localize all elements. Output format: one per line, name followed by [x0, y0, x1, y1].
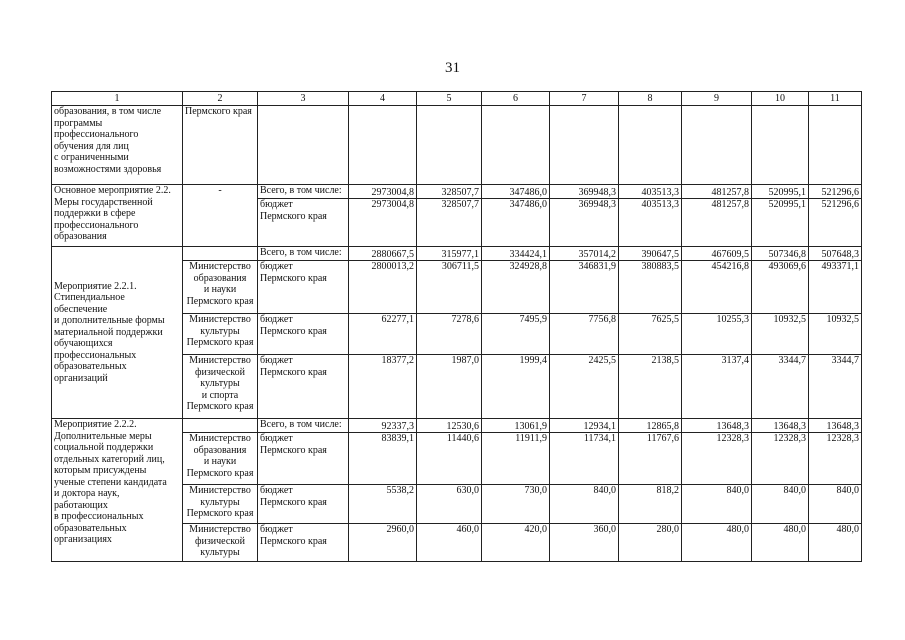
value-cell: 12934,1 [550, 419, 619, 433]
value-cell: 2960,0 [349, 524, 417, 562]
value-cell: 2800013,2 [349, 261, 417, 314]
measure-name: Мероприятие 2.2.1. Стипендиальное обеспечение и дополнительные формы материальной поддержки обучающихся профессиональных образовательных организаций [52, 247, 183, 419]
executor: Министерство культуры Пермского края [183, 485, 258, 524]
value-cell: 840,0 [550, 485, 619, 524]
value-cell: 92337,3 [349, 419, 417, 433]
value-cell: 315977,1 [417, 247, 482, 261]
executor: Министерство образования и науки Пермского края [183, 433, 258, 485]
column-number-row [52, 92, 862, 106]
value-cell: 13648,3 [682, 419, 752, 433]
value-cell: 480,0 [752, 524, 809, 562]
value-cell: 83839,1 [349, 433, 417, 485]
col-header: 1 [52, 92, 183, 106]
funding-source: бюджет Пермского края [258, 199, 349, 247]
value-cell: 10932,5 [809, 314, 862, 355]
value-cell: 324928,8 [482, 261, 550, 314]
col-header: 4 [349, 92, 417, 106]
value-cell: 480,0 [682, 524, 752, 562]
table-row [52, 419, 862, 433]
total-label: Всего, в том числе: [258, 185, 349, 199]
value-cell: 346831,9 [550, 261, 619, 314]
value-cell: 62277,1 [349, 314, 417, 355]
value-cell: 12328,3 [809, 433, 862, 485]
funding-source: бюджет Пермского края [258, 355, 349, 419]
value-cell: 5538,2 [349, 485, 417, 524]
value-cell: 390647,5 [619, 247, 682, 261]
value-cell: 520995,1 [752, 199, 809, 247]
value-cell: 369948,3 [550, 185, 619, 199]
value-cell: 403513,3 [619, 199, 682, 247]
value-cell: 507648,3 [809, 247, 862, 261]
value-cell: 18377,2 [349, 355, 417, 419]
executor: - [183, 185, 258, 247]
value-cell: 11734,1 [550, 433, 619, 485]
funding-source: бюджет Пермского края [258, 433, 349, 485]
value-cell: 507346,8 [752, 247, 809, 261]
value-cell: 334424,1 [482, 247, 550, 261]
value-cell: 306711,5 [417, 261, 482, 314]
executor: Министерство физической культуры и спорта Пермского края [183, 355, 258, 419]
value-cell: 347486,0 [482, 185, 550, 199]
value-cell: 454216,8 [682, 261, 752, 314]
value-cell: 3344,7 [752, 355, 809, 419]
executor: Пермского края [183, 106, 258, 185]
value-cell: 360,0 [550, 524, 619, 562]
value-cell: 10255,3 [682, 314, 752, 355]
col-header: 3 [258, 92, 349, 106]
col-header: 10 [752, 92, 809, 106]
measure-name: Основное мероприятие 2.2. Меры государственной поддержки в сфере профессионального образования [52, 185, 183, 247]
value-cell: 521296,6 [809, 199, 862, 247]
value-cell: 840,0 [752, 485, 809, 524]
value-cell: 1987,0 [417, 355, 482, 419]
executor: Министерство культуры Пермского края [183, 314, 258, 355]
col-header: 8 [619, 92, 682, 106]
value-cell: 840,0 [809, 485, 862, 524]
col-header: 7 [550, 92, 619, 106]
value-cell: 480,0 [809, 524, 862, 562]
value-cell: 357014,2 [550, 247, 619, 261]
value-cell: 7625,5 [619, 314, 682, 355]
value-cell: 840,0 [682, 485, 752, 524]
value-cell: 7495,9 [482, 314, 550, 355]
value-cell: 11440,6 [417, 433, 482, 485]
value-cell: 328507,7 [417, 185, 482, 199]
value-cell: 730,0 [482, 485, 550, 524]
value-cell: 481257,8 [682, 199, 752, 247]
value-cell: 13648,3 [752, 419, 809, 433]
measure-name: Мероприятие 2.2.2. Дополнительные меры социальной поддержки отдельных категорий лиц, которым присуждены ученые степени кандидата и доктора наук, работающих в профессиональных образовательных организациях [52, 419, 183, 562]
value-cell: 630,0 [417, 485, 482, 524]
col-header: 5 [417, 92, 482, 106]
value-cell: 2138,5 [619, 355, 682, 419]
executor: Министерство образования и науки Пермского края [183, 261, 258, 314]
value-cell: 10932,5 [752, 314, 809, 355]
page-number: 31 [445, 60, 460, 76]
value-cell: 818,2 [619, 485, 682, 524]
total-label: Всего, в том числе: [258, 419, 349, 433]
value-cell: 7756,8 [550, 314, 619, 355]
table-row [52, 247, 862, 261]
value-cell: 460,0 [417, 524, 482, 562]
value-cell: 520995,1 [752, 185, 809, 199]
value-cell: 280,0 [619, 524, 682, 562]
value-cell: 403513,3 [619, 185, 682, 199]
funding-source: бюджет Пермского края [258, 314, 349, 355]
value-cell: 12328,3 [752, 433, 809, 485]
value-cell: 7278,6 [417, 314, 482, 355]
table-row [52, 185, 862, 199]
value-cell: 11767,6 [619, 433, 682, 485]
budget-table [51, 91, 862, 562]
col-header: 11 [809, 92, 862, 106]
value-cell: 467609,5 [682, 247, 752, 261]
value-cell: 328507,7 [417, 199, 482, 247]
col-header: 6 [482, 92, 550, 106]
value-cell: 2973004,8 [349, 185, 417, 199]
measure-name: образования, в том числе программы профессионального обучения для лиц с ограниченными возможностями здоровья [52, 106, 183, 185]
value-cell: 380883,5 [619, 261, 682, 314]
executor: Министерство физической культуры [183, 524, 258, 562]
funding-source: бюджет Пермского края [258, 485, 349, 524]
value-cell: 3137,4 [682, 355, 752, 419]
value-cell: 11911,9 [482, 433, 550, 485]
value-cell: 1999,4 [482, 355, 550, 419]
value-cell: 521296,6 [809, 185, 862, 199]
total-label: Всего, в том числе: [258, 247, 349, 261]
funding-source: бюджет Пермского края [258, 524, 349, 562]
value-cell: 420,0 [482, 524, 550, 562]
value-cell: 347486,0 [482, 199, 550, 247]
col-header: 2 [183, 92, 258, 106]
value-cell: 12328,3 [682, 433, 752, 485]
funding-source: бюджет Пермского края [258, 261, 349, 314]
value-cell: 12530,6 [417, 419, 482, 433]
value-cell: 12865,8 [619, 419, 682, 433]
table-row [52, 106, 862, 185]
value-cell: 2973004,8 [349, 199, 417, 247]
value-cell: 493371,1 [809, 261, 862, 314]
value-cell: 2425,5 [550, 355, 619, 419]
value-cell: 3344,7 [809, 355, 862, 419]
value-cell: 13061,9 [482, 419, 550, 433]
value-cell: 493069,6 [752, 261, 809, 314]
value-cell: 369948,3 [550, 199, 619, 247]
value-cell: 2880667,5 [349, 247, 417, 261]
value-cell: 13648,3 [809, 419, 862, 433]
value-cell: 481257,8 [682, 185, 752, 199]
col-header: 9 [682, 92, 752, 106]
